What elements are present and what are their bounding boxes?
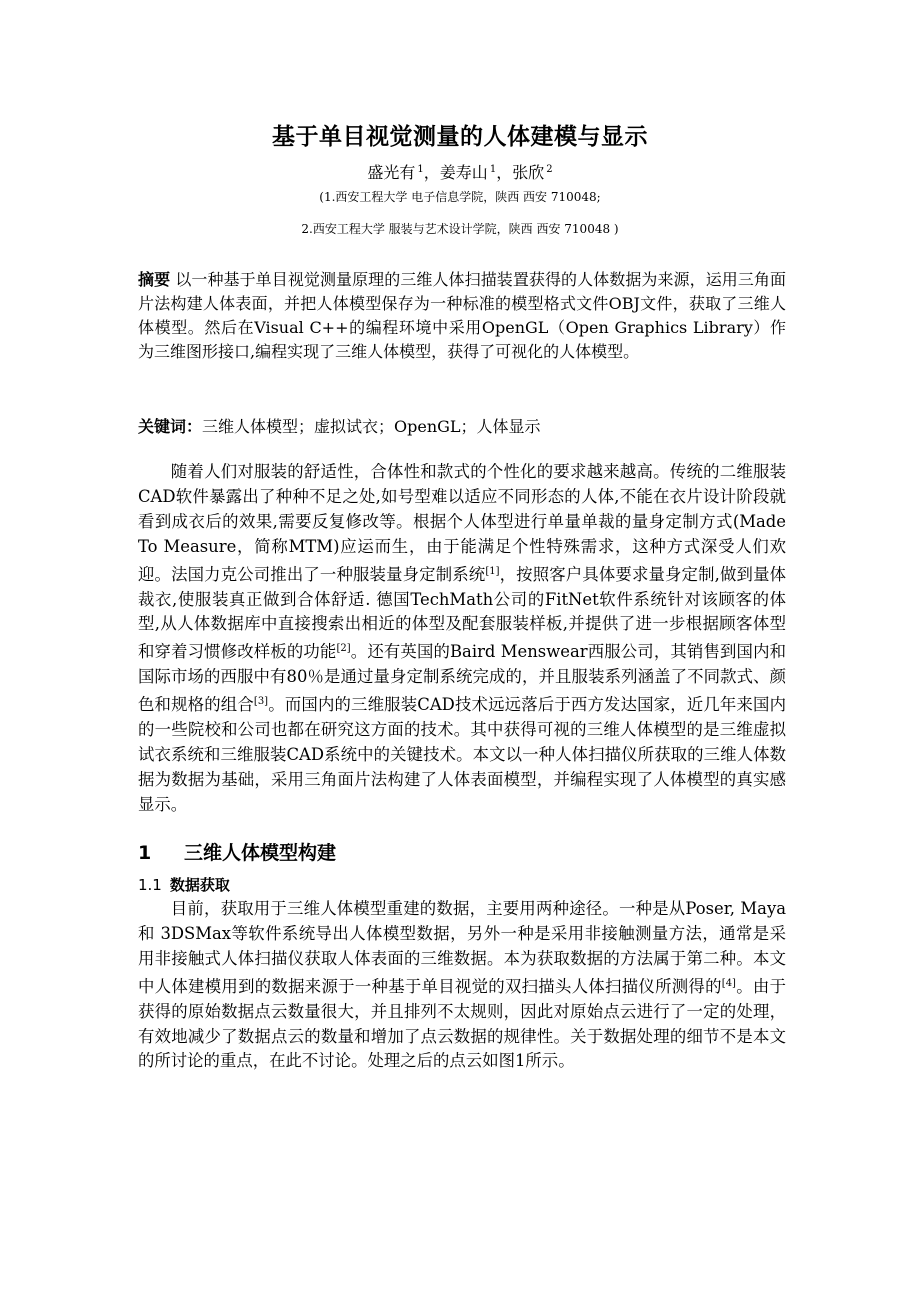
author-affiliation-mark: 1 <box>417 164 424 175</box>
paper-title: 基于单目视觉测量的人体建模与显示 <box>272 124 648 150</box>
paragraph-text: 。由于获得的原始数据点云数量很大，并且排列不太规则，因此对原始点云进行了一定的处理，有效地减少了数据点云的数量和增加了点云数据的规律性。关于数据处理的细节不是本文的所讨论的重点，在此不讨论。处理之后的点云如图1所示。 <box>138 976 787 1071</box>
keywords-text: 三维人体模型；虚拟试衣；OpenGL；人体显示 <box>202 417 541 436</box>
author-affiliation-mark: 2 <box>546 164 553 175</box>
section-title: 三维人体模型构建 <box>184 842 337 864</box>
keywords <box>138 415 786 439</box>
section-heading <box>138 838 336 865</box>
subsection-number: 1.1 <box>138 876 162 894</box>
affiliation-line: (1.西安工程大学 电子信息学院，陕西 西安 710048; <box>319 190 601 204</box>
section-number: 1 <box>138 842 152 864</box>
author-name: 张欣 <box>512 163 545 182</box>
author-name: 盛光有 <box>367 163 416 182</box>
paragraph-text: 。而国内的三维服装CAD技术远远落后于西方发达国家，近几年来国内的一些院校和公司也都在研究这方面的技术。其中获得可视的三维人体模型的是三维虚拟试衣系统和三维服装CAD系统中的关键技术。本文以一种人体扫描仪所获取的三维人体数据为数据为基础，采用三角面片法构建了人体表面模型，并编程实现了人体模型的真实感显示。 <box>138 695 786 814</box>
paragraph-text: ，按照客户具体要求量身定制,做到量体裁衣,使服装真正做到合体舒适. 德国TechMath公司的FitNet软件系统针对该顾客的体型,从人体数据库中直接搜索出相近的体型及配套服装样板,并提供了进一步根据顾客体型和穿着习惯修改样板的功能 <box>138 564 786 662</box>
paragraph-text: 。还有英国的Baird Menswear西服公司，其销售到国内和国际市场的西服中有80％是通过量身定制系统完成的，并且服装系列涵盖了不同款式、颜色和规格的组合 <box>138 642 787 715</box>
abstract-text: 以一种基于单目视觉测量原理的三维人体扫描装置获得的人体数据为来源，运用三角面片法构建人体表面，并把人体模型保存为一种标准的模型格式文件OBJ文件，获取了三维人体模型。然后在Visual C++的编程环境中采用OpenGL（Open Graphics Library）作为三维图形接口,编程实现了三维人体模型，获得了可视化的人体模型。 <box>138 270 786 361</box>
abstract <box>138 268 786 364</box>
keywords-label: 关键词： <box>138 417 203 436</box>
affiliation-line: 2.西安工程大学 服装与艺术设计学院，陕西 西安 710048 ) <box>301 222 619 236</box>
data-acquisition-paragraph <box>138 897 786 1074</box>
author-separator: ， <box>496 163 513 182</box>
citation-ref: [2] <box>336 643 351 655</box>
author-list <box>0 160 920 183</box>
abstract-label: 摘要 <box>138 270 171 289</box>
subsection-heading <box>138 874 230 895</box>
author-separator: ， <box>423 163 440 182</box>
author-affiliation-mark: 1 <box>489 164 497 175</box>
paragraph-text: 随着人们对服装的舒适性，合体性和款式的个性化的要求越来越高。传统的二维服装CAD软件暴露出了种种不足之处,如号型难以适应不同形态的人体,不能在衣片设计阶段就看到成衣后的效果,需要反复修改等。根据个人体型进行单量单裁的量身定制方式(Made To Measure，简称MTM)应运而生，由于能满足个性特殊需求，这种方式深受人们欢迎。法国力克公司推出了一种服装量身定制系统 <box>138 462 786 584</box>
subsection-title: 数据获取 <box>169 876 230 894</box>
author-name: 姜寿山 <box>439 163 488 182</box>
citation-ref: [4] <box>721 977 736 989</box>
paragraph-text: 目前，获取用于三维人体模型重建的数据，主要用两种途径。一种是从Poser, Maya 和 3DSMax等软件系统导出人体模型数据，另外一种是采用非接触测量方法，通常是采用非接触式人体扫描仪获取人体表面的三维数据。本为获取数据的方法属于第二种。本文中人体建模用到的数据来源于一种基于单目视觉的双扫描头人体扫描仪所测得的 <box>138 899 786 996</box>
citation-ref: [1] <box>485 565 500 577</box>
citation-ref: [3] <box>253 696 269 708</box>
intro-paragraph <box>138 460 786 818</box>
